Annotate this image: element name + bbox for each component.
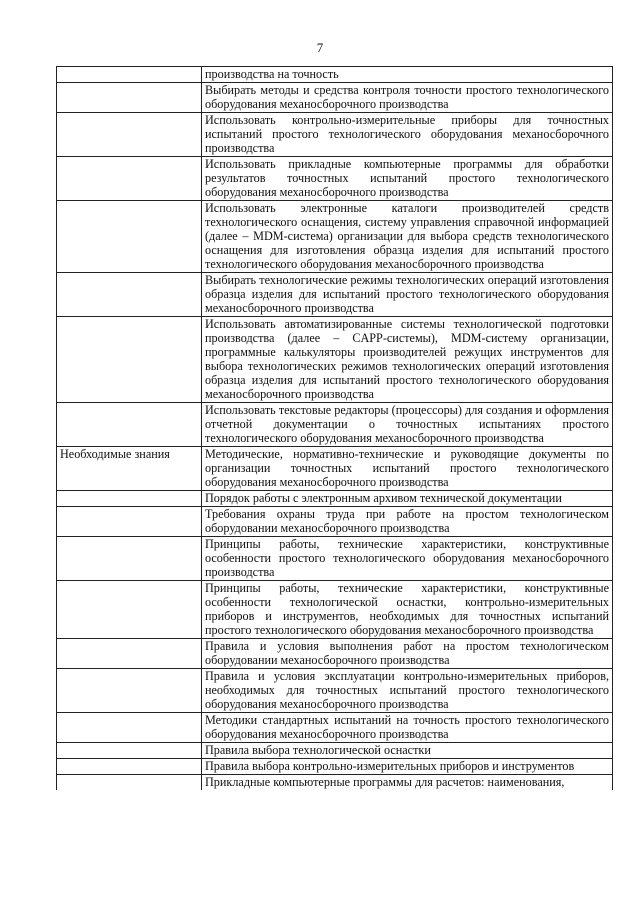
skill-item: Использовать контрольно-измерительные приборы для точностных испытаний простого технологического оборудования механосборочного производства xyxy=(202,113,613,157)
table-row xyxy=(57,403,613,447)
skills-label-cell xyxy=(57,317,202,403)
knowledge-item: Принципы работы, технические характеристики, конструктивные особенности технологической оснастки, контрольно-измерительных приборов и инструментов, необходимых для точностных испытаний простого технологического оборудования механосборочного производства xyxy=(202,581,613,639)
skill-item: Выбирать технологические режимы технологических операций изготовления образца изделия для испытаний простого технологического оборудования механосборочного производства xyxy=(202,273,613,317)
competency-table xyxy=(56,66,613,790)
knowledge-item: Прикладные компьютерные программы для расчетов: наименования, xyxy=(202,775,613,791)
table-row xyxy=(57,447,613,491)
knowledge-label-cell xyxy=(57,775,202,791)
skills-label-cell xyxy=(57,403,202,447)
knowledge-label-cell xyxy=(57,507,202,537)
table-row xyxy=(57,67,613,83)
knowledge-label-cell xyxy=(57,537,202,581)
table-row xyxy=(57,775,613,791)
table-row xyxy=(57,713,613,743)
knowledge-label-cell xyxy=(57,759,202,775)
skills-label-cell xyxy=(57,273,202,317)
table-row xyxy=(57,157,613,201)
table-row xyxy=(57,639,613,669)
skill-item: Использовать электронные каталоги производителей средств технологического оснащения, систему управления справочной информацией (далее – MDM-система) организации для выбора средств технологического оснащения для изготовления образца изделия для испытаний простого технологического оборудования механосборочного производства xyxy=(202,201,613,273)
knowledge-item: Правила и условия выполнения работ на простом технологическом оборудовании механосборочного производства xyxy=(202,639,613,669)
knowledge-item: Правила и условия эксплуатации контрольно-измерительных приборов, необходимых для точностных испытаний простого технологического оборудования механосборочного производства xyxy=(202,669,613,713)
skill-item: Выбирать методы и средства контроля точности простого технологического оборудования механосборочного производства xyxy=(202,83,613,113)
skills-label-cell xyxy=(57,113,202,157)
table-row xyxy=(57,201,613,273)
table-row xyxy=(57,113,613,157)
knowledge-label-cell xyxy=(57,743,202,759)
skills-label-cell xyxy=(57,83,202,113)
table-row xyxy=(57,83,613,113)
knowledge-label-cell xyxy=(57,639,202,669)
table-row xyxy=(57,507,613,537)
knowledge-item: Правила выбора технологической оснастки xyxy=(202,743,613,759)
skill-item: производства на точность xyxy=(202,67,613,83)
knowledge-item: Требования охраны труда при работе на простом технологическом оборудовании механосборочного производства xyxy=(202,507,613,537)
knowledge-item: Правила выбора контрольно-измерительных приборов и инструментов xyxy=(202,759,613,775)
skill-item: Использовать автоматизированные системы технологической подготовки производства (далее – CAPP-системы), MDM-систему организации, программные калькуляторы производителей режущих инструментов для выбора технологических режимов технологических операций изготовления образца изделия для испытаний простого технологического оборудования механосборочного производства xyxy=(202,317,613,403)
knowledge-label: Необходимые знания xyxy=(57,447,202,491)
knowledge-item: Методики стандартных испытаний на точность простого технологического оборудования механосборочного производства xyxy=(202,713,613,743)
table-row xyxy=(57,491,613,507)
skills-label-cell xyxy=(57,201,202,273)
knowledge-item: Принципы работы, технические характеристики, конструктивные особенности простого технологического оборудования механосборочного производства xyxy=(202,537,613,581)
table-row xyxy=(57,669,613,713)
skills-label-cell xyxy=(57,67,202,83)
knowledge-label-cell xyxy=(57,713,202,743)
knowledge-label-cell xyxy=(57,491,202,507)
skill-item: Использовать текстовые редакторы (процессоры) для создания и оформления отчетной документации о точностных испытаниях простого технологического оборудования механосборочного производства xyxy=(202,403,613,447)
skills-label-cell xyxy=(57,157,202,201)
table-row xyxy=(57,759,613,775)
knowledge-item: Методические, нормативно-технические и руководящие документы по организации точностных испытаний простого технологического оборудования механосборочного производства xyxy=(202,447,613,491)
table-row xyxy=(57,537,613,581)
table-row xyxy=(57,273,613,317)
knowledge-item: Порядок работы с электронным архивом технической документации xyxy=(202,491,613,507)
table-row xyxy=(57,581,613,639)
knowledge-label-cell xyxy=(57,669,202,713)
table-row xyxy=(57,743,613,759)
skill-item: Использовать прикладные компьютерные программы для обработки результатов точностных испытаний простого технологического оборудования механосборочного производства xyxy=(202,157,613,201)
knowledge-label-cell xyxy=(57,581,202,639)
table-row xyxy=(57,317,613,403)
page-number: 7 xyxy=(316,40,324,55)
